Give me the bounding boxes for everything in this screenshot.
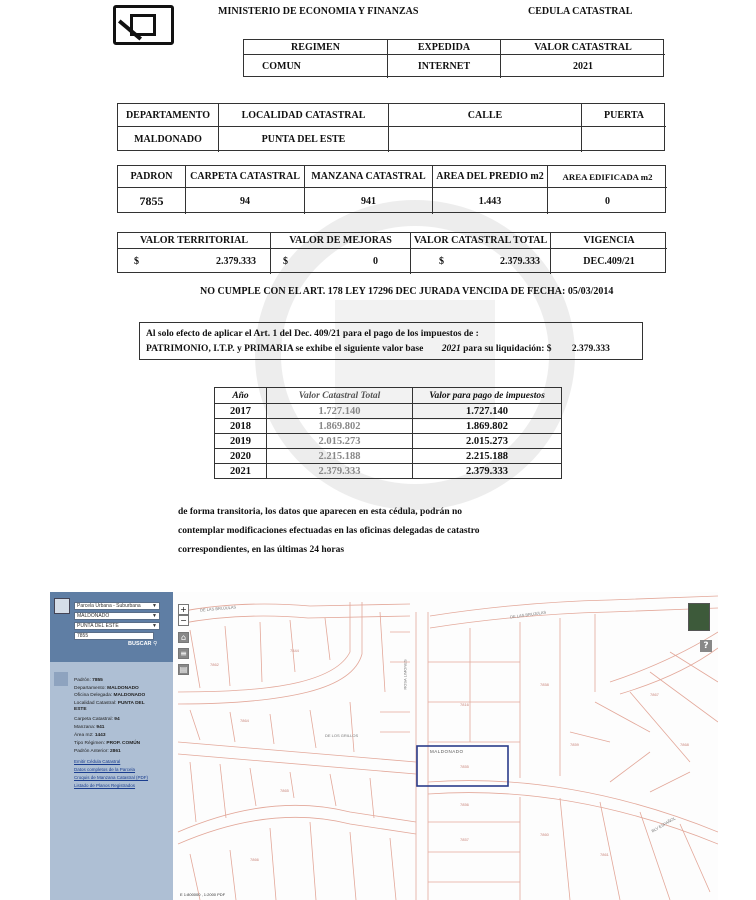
- lot-area-header: AREA DEL PREDIO m2: [433, 166, 548, 188]
- lot-number: 7857: [460, 837, 469, 842]
- footer-note-line3: correspondientes, en las últimas 24 horas: [178, 545, 345, 555]
- street-label: BLV ESPAÑOL: [650, 815, 677, 834]
- map-parcel-label: MALDONADO: [430, 749, 464, 754]
- lot-number: 7858: [540, 682, 549, 687]
- map-sidebar: [50, 592, 173, 900]
- lot-number: 7844: [290, 648, 299, 653]
- lot-area-value: 1.443: [433, 188, 548, 214]
- locality-value: PUNTA DEL ESTE: [219, 127, 389, 152]
- parcel-type-label: Parcela Urbana - Suburbana: [77, 603, 141, 609]
- department-value: MALDONADO: [118, 127, 219, 152]
- map-scale-text: E 1:800000 , 1:2000 PDF: [180, 892, 226, 897]
- document-title: CEDULA CATASTRAL: [528, 6, 633, 17]
- info-line: Manzana: 941: [74, 725, 105, 730]
- folder-header: CARPETA CATASTRAL: [186, 166, 305, 188]
- tax-box-year: 2021: [441, 344, 461, 354]
- year-cell: 2018: [215, 419, 267, 434]
- info-line: Tipo Régimen: PROP. COMÚN: [74, 741, 141, 746]
- minimap-thumbnail[interactable]: [688, 603, 710, 631]
- built-area-value: 0: [605, 195, 610, 207]
- street-label: DE LOS GRILLOS: [325, 733, 359, 738]
- lot-number: 7868: [680, 742, 689, 747]
- info-line: Departamento: MALDONADO: [74, 686, 139, 691]
- improvements-value: 0: [373, 256, 378, 267]
- magnifier-icon: ⚲: [153, 641, 158, 647]
- parcel-table: [117, 165, 666, 213]
- registered-plans-link[interactable]: Listado de Planos Registrados: [74, 783, 136, 788]
- street-label: DE LAS BRUJULAS: [509, 609, 547, 620]
- lot-number: 7860: [540, 832, 549, 837]
- improvements-value-cell: [271, 249, 411, 274]
- cadastral-year-value: 2021: [573, 61, 593, 72]
- street-header: CALLE: [389, 104, 582, 127]
- year-cell: 2019: [215, 434, 267, 449]
- lot-number: 7856: [460, 802, 469, 807]
- help-icon[interactable]: ?: [700, 640, 712, 652]
- department-select[interactable]: MALDONADO ▼: [74, 612, 160, 620]
- info-icon: [54, 672, 68, 686]
- search-icon: [54, 598, 70, 614]
- total-value-cell: 2.379.333: [267, 464, 413, 479]
- tax-value-cell: 1.727.140: [413, 404, 561, 419]
- currency-symbol: $: [439, 256, 444, 267]
- home-icon[interactable]: ⌂: [178, 632, 189, 643]
- validity-value: DEC.409/21: [583, 256, 635, 267]
- padron-header: PADRON: [118, 166, 186, 188]
- block-sketch-link[interactable]: Croquis de Manzana Catastral (PDF): [74, 775, 149, 780]
- street-value: [389, 127, 582, 152]
- lot-number: 7816: [460, 702, 469, 707]
- door-value: [582, 127, 666, 152]
- year-header: Año: [215, 388, 267, 404]
- ministry-name: MINISTERIO DE ECONOMIA Y FINANZAS: [218, 6, 419, 17]
- year-cell: 2020: [215, 449, 267, 464]
- regime-value: COMUN: [244, 55, 388, 78]
- territorial-value: 2.379.333: [216, 256, 256, 267]
- tax-value-cell: 1.869.802: [413, 419, 561, 434]
- lot-number: 7867: [650, 692, 659, 697]
- padron-value: 7855: [118, 188, 186, 214]
- department-header: DEPARTAMENTO: [118, 104, 219, 127]
- door-header: PUERTA: [582, 104, 666, 127]
- regime-header: REGIMEN: [244, 40, 388, 55]
- search-button[interactable]: [128, 641, 157, 647]
- tax-box-line2: [146, 344, 610, 354]
- total-value-cell: 2.215.188: [267, 449, 413, 464]
- folder-value: 94: [186, 188, 305, 214]
- currency-symbol: $: [283, 256, 288, 267]
- total-header: VALOR CATASTRAL TOTAL: [411, 233, 551, 249]
- cadastral-value-header: VALOR CATASTRAL: [501, 40, 665, 55]
- parcel-type-select[interactable]: Parcela Urbana - Suburbana ▼: [74, 602, 160, 610]
- yearly-values-table: [214, 387, 562, 479]
- locality-header: LOCALIDAD CATASTRAL: [219, 104, 389, 127]
- zoom-in-button[interactable]: +: [178, 604, 189, 615]
- regime-table: [243, 39, 664, 77]
- block-header: MANZANA CATASTRAL: [305, 166, 433, 188]
- valuation-table: [117, 232, 666, 273]
- padron-input[interactable]: [74, 632, 154, 640]
- compliance-notice: NO CUMPLE CON EL ART. 178 LEY 17296 DEC JURADA VENCIDA DE FECHA: 05/03/2014: [200, 286, 614, 297]
- year-cell: 2021: [215, 464, 267, 479]
- territorial-value-cell: [118, 249, 271, 274]
- info-line: Localidad Catastral: PUNTA DEL: [74, 701, 145, 706]
- search-panel: [50, 592, 173, 662]
- info-line: Área m2: 1443: [74, 733, 106, 738]
- issued-header: EXPEDIDA: [388, 40, 501, 55]
- parcel-data-link[interactable]: Datos completos de la Parcela: [74, 767, 136, 772]
- lot-number: 7862: [210, 662, 219, 667]
- validity-header: VIGENCIA: [551, 233, 667, 249]
- built-area-header: AREA EDIFICADA m2: [548, 166, 667, 188]
- total-value-cell: 1.869.802: [267, 419, 413, 434]
- locality-label: PUNTA DEL ESTE: [77, 623, 119, 629]
- ministry-logo: [113, 5, 174, 45]
- tax-box-text-2: para su liquidación: $: [463, 344, 552, 354]
- department-label: MALDONADO: [77, 613, 110, 619]
- lot-number: 7865: [280, 788, 289, 793]
- street-label: ROSA LIMONES: [402, 659, 408, 690]
- zoom-out-button[interactable]: −: [178, 615, 189, 626]
- locality-select[interactable]: PUNTA DEL ESTE ▼: [74, 622, 160, 630]
- tax-box-line1: Al solo efecto de aplicar el Art. 1 del Dec. 409/21 para el pago de los impuestos de :: [146, 329, 479, 339]
- total-value-cell: 1.727.140: [267, 404, 413, 419]
- footer-note-line2: contemplar modificaciones efectuadas en las oficinas delegadas de catastro: [178, 526, 480, 536]
- padron-input-value: 7855: [77, 633, 89, 639]
- lot-number: 7864: [240, 718, 249, 723]
- total-value-cell: 2.015.273: [267, 434, 413, 449]
- block-value: 941: [305, 188, 433, 214]
- info-line: Oficina Delegada: MALDONADO: [74, 693, 146, 698]
- total-value-header: Valor Catastral Total: [267, 388, 413, 404]
- info-line: Carpeta Catastral: 94: [74, 717, 120, 722]
- issue-cedula-link[interactable]: Emitir Cédula Catastral: [74, 759, 121, 764]
- street-label: DE LAS BRUJULAS: [199, 604, 237, 613]
- layers-icon[interactable]: ≡: [178, 648, 189, 659]
- improvements-header: VALOR DE MEJORAS: [271, 233, 411, 249]
- print-icon[interactable]: ▤: [179, 665, 188, 674]
- issued-value: INTERNET: [388, 55, 501, 78]
- tax-base-box: [139, 322, 643, 360]
- lot-number: 7861: [600, 852, 609, 857]
- tax-value-cell: 2.015.273: [413, 434, 561, 449]
- lot-number: 7866: [250, 857, 259, 862]
- tax-box-amount: 2.379.333: [571, 344, 610, 354]
- tax-value-cell: 2.379.333: [466, 466, 508, 477]
- search-button-label: BUSCAR: [128, 641, 152, 647]
- currency-symbol: $: [134, 256, 139, 267]
- territorial-header: VALOR TERRITORIAL: [118, 233, 271, 249]
- tax-box-text: PATRIMONIO, I.T.P. y PRIMARIA se exhibe el siguiente valor base: [146, 344, 424, 354]
- info-line: Padrón: 7855: [74, 678, 103, 683]
- tax-value-cell: 2.215.188: [413, 449, 561, 464]
- info-line: ESTE: [74, 707, 87, 712]
- year-cell: 2017: [215, 404, 267, 419]
- lot-number: 7859: [570, 742, 579, 747]
- footer-note-line1: de forma transitoria, los datos que aparecen en esta cédula, podrán no: [178, 507, 463, 517]
- location-table: [117, 103, 665, 151]
- total-value-cell: [411, 249, 551, 274]
- lot-number: 7855: [460, 764, 469, 769]
- info-line: Padrón Anterior: 2861: [74, 749, 121, 754]
- total-value: 2.379.333: [500, 256, 540, 267]
- tax-value-header: Valor para pago de impuestos: [413, 388, 561, 404]
